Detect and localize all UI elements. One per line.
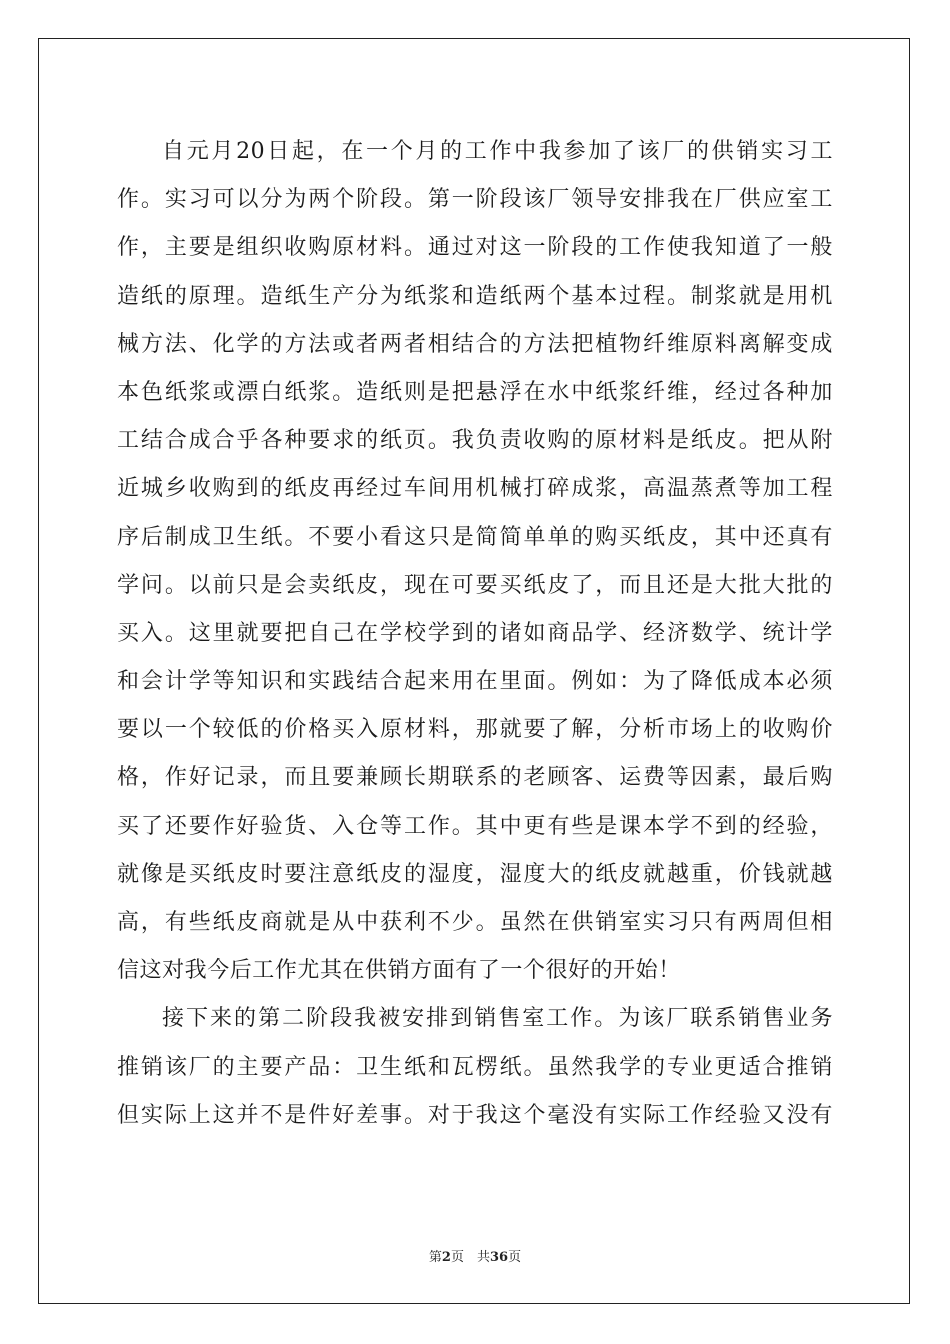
text-line: 序后制成卫生纸。不要小看这只是简简单单的购买纸皮，其中还真有 (117, 524, 833, 550)
text-line: 自元月20日起，在一个月的工作中我参加了该厂的供销实习工 (162, 139, 833, 164)
total-page-count: 36 (489, 1250, 509, 1265)
text-line: 作，主要是组织收购原材料。通过对这一阶段的工作使我知道了一般 (117, 235, 833, 261)
text-line: 作。实习可以分为两个阶段。第一阶段该厂领导安排我在厂供应室工 (117, 187, 833, 213)
text-line: 但实际上这并不是件好差事。对于我这个毫没有实际工作经验又没有 (117, 1102, 833, 1128)
text-line: 格，作好记录，而且要兼顾长期联系的老顾客、运费等因素，最后购 (117, 765, 833, 791)
text-line: 和会计学等知识和实践结合起来用在里面。例如：为了降低成本必须 (117, 669, 833, 695)
text-line: 造纸的原理。造纸生产分为纸浆和造纸两个基本过程。制浆就是用机 (117, 283, 833, 309)
text-line: 要以一个较低的价格买入原材料，那就要了解，分析市场上的收购价 (117, 717, 833, 743)
text-line: 推销该厂的主要产品：卫生纸和瓦楞纸。虽然我学的专业更适合推销 (117, 1054, 833, 1080)
text-line: 学问。以前只是会卖纸皮，现在可要买纸皮了，而且还是大批大批的 (117, 572, 833, 598)
paragraph-1 (117, 128, 833, 995)
text-line: 接下来的第二阶段我被安排到销售室工作。为该厂联系销售业务 (162, 1006, 833, 1032)
document-body (117, 128, 833, 1140)
text-line: 械方法、化学的方法或者两者相结合的方法把植物纤维原料离解变成 (117, 331, 833, 357)
text-line: 本色纸浆或漂白纸浆。造纸则是把悬浮在水中纸浆纤维，经过各种加 (117, 379, 833, 405)
text-line: 工结合成合乎各种要求的纸页。我负责收购的原材料是纸皮。把从附 (117, 428, 833, 454)
footer-mid: 页 共 (450, 1250, 490, 1265)
text-line: 近城乡收购到的纸皮再经过车间用机械打碎成浆，高温蒸煮等加工程 (117, 476, 833, 502)
footer-prefix: 第 (428, 1250, 442, 1265)
text-line: 信这对我今后工作尤其在供销方面有了一个很好的开始！ (117, 958, 681, 984)
page-footer (0, 1246, 950, 1265)
text-line: 高，有些纸皮商就是从中获利不少。虽然在供销室实习只有两周但相 (117, 910, 833, 935)
text-line: 买了还要作好验货、入仓等工作。其中更有些是课本学不到的经验， (117, 813, 833, 839)
text-line: 就像是买纸皮时要注意纸皮的湿度，湿度大的纸皮就越重，价钱就越 (117, 861, 833, 887)
footer-suffix: 页 (508, 1250, 522, 1265)
text-line: 买入。这里就要把自己在学校学到的诸如商品学、经济数学、统计学 (117, 620, 833, 646)
current-page-number: 2 (441, 1250, 451, 1265)
paragraph-2 (117, 995, 833, 1140)
